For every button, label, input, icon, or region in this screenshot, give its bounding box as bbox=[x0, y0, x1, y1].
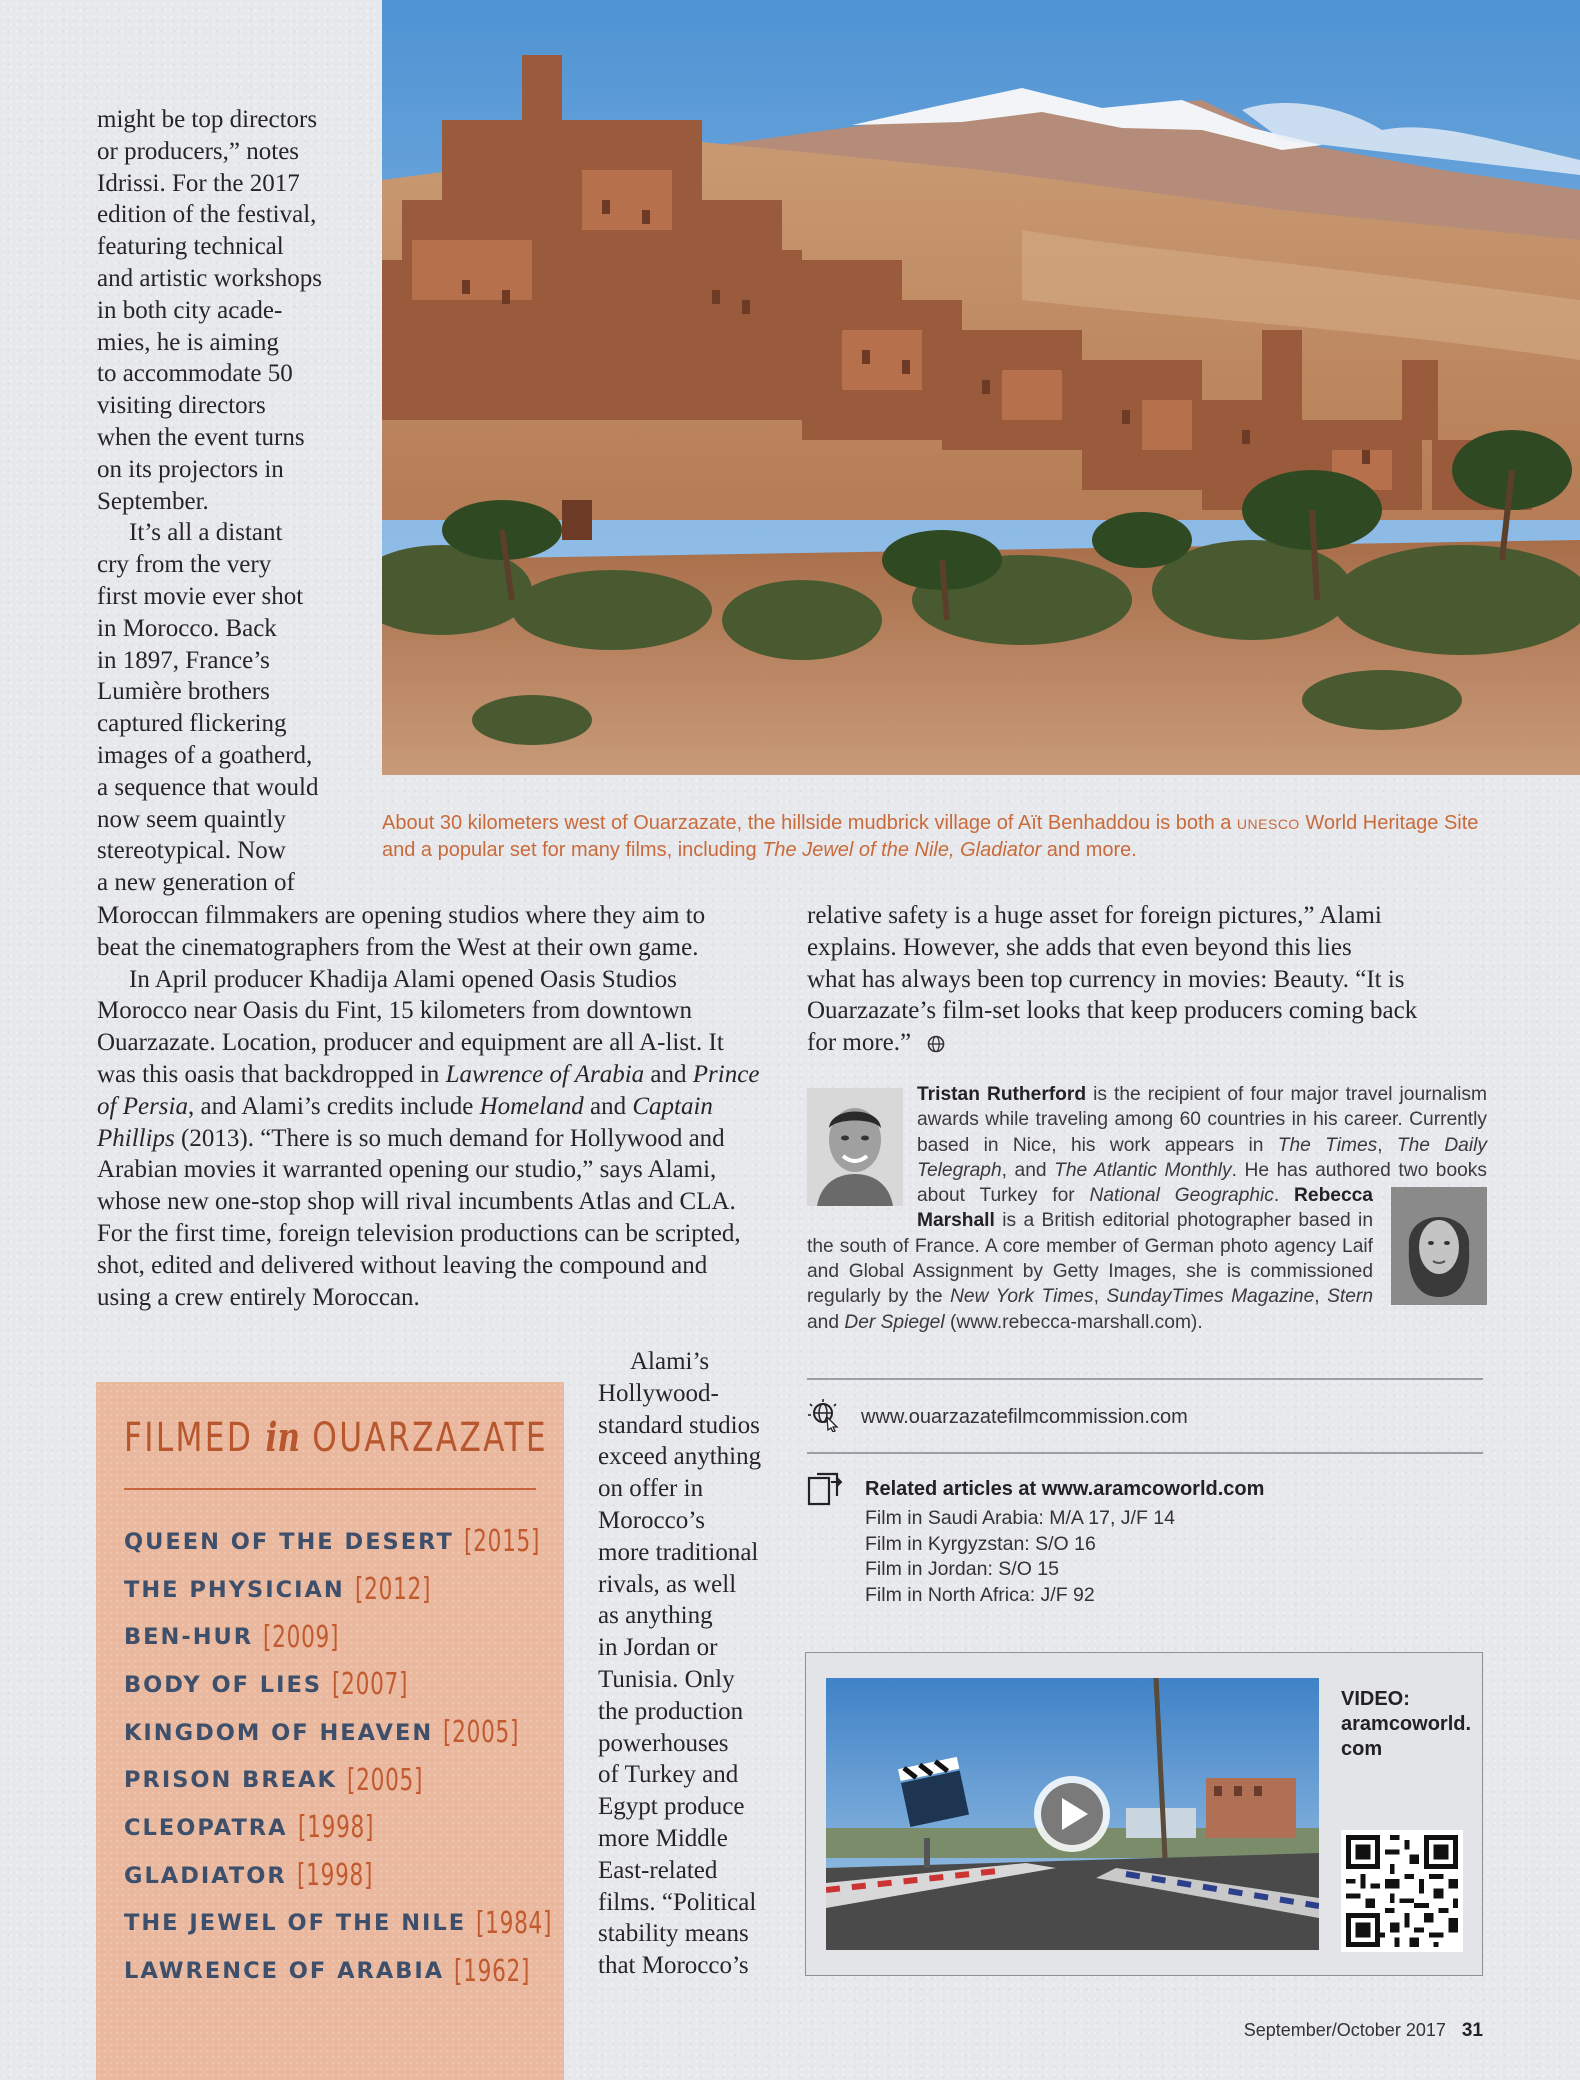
divider bbox=[807, 1452, 1483, 1454]
film-title: Prince of Persia bbox=[97, 1060, 760, 1120]
film-name: GLADIATOR bbox=[124, 1862, 287, 1889]
film-name: CLEOPATRA bbox=[124, 1814, 288, 1841]
text-line: It’s all a distant bbox=[129, 519, 283, 547]
text-line: when the event turns bbox=[97, 423, 305, 451]
contributor-bios bbox=[807, 1082, 1487, 1335]
caption-unesco: UNESCO bbox=[1236, 816, 1300, 832]
text-line: cry from the very bbox=[97, 551, 272, 579]
related-articles-icon bbox=[807, 1472, 845, 1510]
text-line: more Middle bbox=[598, 1824, 728, 1852]
bio-text: is the recipient of four major travel journalism awards while traveling among 60 countries in his career. Currently based in Nice, his work appears in bbox=[917, 1084, 1487, 1156]
film-year: [2009] bbox=[263, 1619, 340, 1655]
text-line: Alami’s bbox=[630, 1348, 710, 1375]
text-line: a new generation of bbox=[97, 869, 295, 897]
film-year: [2012] bbox=[354, 1572, 431, 1608]
related-article-item[interactable]: Film in North Africa: J/F 92 bbox=[865, 1584, 1095, 1607]
tristan-rutherford-portrait bbox=[807, 1088, 903, 1206]
text-line: on its projectors in bbox=[97, 455, 284, 483]
film-year: [2007] bbox=[332, 1667, 409, 1703]
film-year: [1998] bbox=[297, 1810, 374, 1846]
publication: SundayTimes Magazine bbox=[1106, 1286, 1315, 1308]
text-line: mies, he is aiming bbox=[97, 328, 279, 356]
text-line: images of a goatherd, bbox=[97, 741, 313, 769]
text-line: edition of the festival, bbox=[97, 201, 317, 229]
film-list-item bbox=[124, 1947, 582, 1995]
text-line: in 1897, France’s bbox=[97, 646, 270, 674]
film-list-item bbox=[124, 1709, 582, 1757]
text-line: stability means bbox=[598, 1920, 749, 1948]
related-article-item[interactable]: Film in Jordan: S/O 15 bbox=[865, 1558, 1059, 1581]
text-run: and bbox=[583, 1092, 633, 1120]
video-box bbox=[805, 1652, 1483, 1976]
photo-caption bbox=[382, 810, 1492, 863]
film-name: QUEEN OF THE DESERT bbox=[124, 1528, 454, 1555]
film-title: Lawrence of Arabia bbox=[445, 1060, 645, 1088]
issue-date: September/October 2017 bbox=[1243, 2020, 1446, 2040]
text-line: powerhouses bbox=[598, 1729, 729, 1757]
bio-text: , bbox=[1314, 1286, 1328, 1308]
text-line: to accommodate 50 bbox=[97, 360, 293, 388]
video-label-line: VIDEO: bbox=[1341, 1688, 1410, 1710]
text-line: East-related bbox=[598, 1856, 718, 1884]
text-line: what has always been top currency in movies: Beauty. “It is bbox=[807, 965, 1405, 993]
film-list-item bbox=[124, 1852, 582, 1900]
film-name: LAWRENCE OF ARABIA bbox=[124, 1958, 445, 1985]
text-line: Egypt produce bbox=[598, 1793, 745, 1821]
bio-text: , bbox=[1377, 1134, 1397, 1156]
text-line: might be top directors bbox=[97, 106, 318, 133]
end-mark-globe-icon bbox=[927, 1030, 945, 1062]
text-line: Morocco’s bbox=[598, 1506, 705, 1534]
page-number: 31 bbox=[1461, 2020, 1483, 2041]
film-year: [1962] bbox=[454, 1953, 531, 1989]
paragraph-3 bbox=[97, 964, 767, 1314]
text-run: In April producer Khadija Alami opened Oasis Studios Morocco near Oasis du Fint, 15 kilometers from downtown Ouarzazate. Location, producer and equipment are all A-list. It was this oasis that backdropped in bbox=[97, 965, 724, 1088]
bio-text: is a British editorial photographer based in the south of France. A core member of German photo agency Laif and Global Assignment by Getty Images, she is commissioned regularly by the bbox=[807, 1210, 1373, 1308]
video-thumbnail[interactable] bbox=[826, 1678, 1319, 1950]
text-line: films. “Political bbox=[598, 1888, 757, 1916]
caption-film-title: Gladiator bbox=[960, 839, 1042, 861]
publication: Stern bbox=[1327, 1286, 1373, 1308]
text-line: Tunisia. Only bbox=[598, 1665, 735, 1693]
publication: The Atlantic Monthly bbox=[1054, 1159, 1232, 1181]
text-line: on offer in bbox=[598, 1475, 704, 1503]
paragraph-1 bbox=[97, 104, 357, 517]
text-line: as anything bbox=[598, 1602, 713, 1630]
text-line: first movie ever shot bbox=[97, 582, 304, 610]
text-line: exceed anything bbox=[598, 1443, 762, 1471]
text-line: more traditional bbox=[598, 1538, 759, 1566]
film-list-item bbox=[124, 1566, 582, 1614]
text-line: the production bbox=[598, 1697, 744, 1725]
film-year: [1998] bbox=[296, 1858, 373, 1894]
film-name: BEN-HUR bbox=[124, 1624, 254, 1651]
hero-photo-ait-benhaddou bbox=[382, 0, 1580, 775]
text-line: stereotypical. Now bbox=[97, 837, 286, 865]
title-word: OUARZAZATE bbox=[312, 1415, 548, 1461]
film-name: THE PHYSICIAN bbox=[124, 1576, 345, 1603]
title-word-in: in bbox=[265, 1414, 301, 1461]
video-label-line: aramcoworld. bbox=[1341, 1713, 1472, 1735]
caption-text: World Heritage Site and a popular set for many films, including bbox=[382, 812, 1479, 861]
bio-text: , bbox=[1093, 1286, 1107, 1308]
film-list-item bbox=[124, 1900, 582, 1948]
publication: National Geographic bbox=[1089, 1185, 1274, 1207]
filmed-box-title bbox=[124, 1414, 548, 1461]
qr-code[interactable] bbox=[1341, 1830, 1463, 1952]
text-line: Ouarzazate’s film-set looks that keep producers coming back bbox=[807, 997, 1418, 1025]
text-run: for more.” bbox=[807, 1029, 912, 1057]
text-line: now seem quaintly bbox=[97, 805, 286, 833]
filmed-box-divider bbox=[124, 1488, 536, 1490]
film-title: Captain Phillips bbox=[97, 1092, 713, 1152]
publication: The Daily Telegraph bbox=[917, 1134, 1487, 1181]
text-run: , and Alami’s credits include bbox=[187, 1092, 480, 1120]
text-line: Moroccan filmmakers are opening studios where they aim to bbox=[97, 902, 706, 929]
text-run: (2013). “There is so much demand for Hollywood and Arabian movies it warranted opening our studio,” says Alami, whose new one-stop shop will rival incumbents Atlas and CLA. For the first time, foreign television productions can be scripted, shot, edited and delivered without leaving the compound and using a crew entirely Moroccan. bbox=[97, 1124, 741, 1311]
bio-text: , and bbox=[1001, 1159, 1055, 1181]
bio-name: Tristan Rutherford bbox=[917, 1084, 1087, 1105]
text-line: Lumière brothers bbox=[97, 678, 270, 706]
bio-text: . He has authored two books about Turkey for bbox=[917, 1159, 1487, 1207]
film-list-item bbox=[124, 1518, 582, 1566]
related-articles-heading[interactable]: Related articles at www.aramcoworld.com bbox=[865, 1478, 1265, 1500]
film-list bbox=[124, 1518, 582, 1995]
filmed-in-ouarzazate-box bbox=[96, 1382, 564, 2080]
text-line: Idrissi. For the 2017 bbox=[97, 169, 300, 197]
film-year: [2005] bbox=[346, 1762, 424, 1798]
caption-text: About 30 kilometers west of Ouarzazate, the hillside mudbrick village of Aït Benhaddou is both a bbox=[382, 812, 1237, 834]
article-column-narrow bbox=[598, 1346, 783, 1982]
text-line: captured flickering bbox=[97, 710, 287, 738]
text-line: rivals, as well bbox=[598, 1570, 737, 1598]
video-label-line: com bbox=[1341, 1738, 1383, 1760]
publication: The Times bbox=[1277, 1134, 1378, 1156]
film-name: THE JEWEL OF THE NILE bbox=[124, 1910, 467, 1937]
text-line: a sequence that would bbox=[97, 773, 319, 801]
text-line: Hollywood- bbox=[598, 1379, 719, 1407]
globe-cursor-icon bbox=[807, 1398, 843, 1436]
text-line: standard studios bbox=[598, 1411, 760, 1439]
publication: New York Times bbox=[950, 1286, 1094, 1308]
article-column-left-narrow bbox=[97, 104, 357, 899]
bio-name: Rebecca Marshall bbox=[917, 1185, 1373, 1232]
text-run: and bbox=[644, 1060, 693, 1088]
text-line: that Morocco’s bbox=[598, 1952, 749, 1980]
text-line: and artistic workshops bbox=[97, 264, 322, 292]
film-list-item bbox=[124, 1804, 582, 1852]
film-name: KINGDOM OF HEAVEN bbox=[124, 1719, 434, 1746]
text-line: September. bbox=[97, 487, 209, 515]
film-title: Homeland bbox=[479, 1092, 584, 1120]
film-list-item bbox=[124, 1661, 582, 1709]
caption-separator: , bbox=[948, 839, 961, 861]
divider bbox=[807, 1378, 1483, 1380]
caption-film-title: The Jewel of the Nile bbox=[762, 839, 949, 861]
related-articles-list bbox=[865, 1506, 1175, 1609]
film-name: PRISON BREAK bbox=[124, 1767, 337, 1794]
text-line: in both city acade- bbox=[97, 296, 283, 324]
video-label[interactable] bbox=[1341, 1687, 1471, 1762]
film-year: [2015] bbox=[463, 1524, 540, 1560]
film-list-item bbox=[124, 1613, 582, 1661]
page-footer bbox=[1244, 2020, 1483, 2042]
text-line bbox=[807, 1027, 1487, 1062]
film-name: BODY OF LIES bbox=[124, 1671, 323, 1698]
web-link-row[interactable] bbox=[807, 1398, 1188, 1436]
text-line: in Jordan or bbox=[598, 1634, 718, 1662]
text-line: relative safety is a huge asset for foreign pictures,” Alami bbox=[807, 902, 1382, 929]
paragraph-2 bbox=[97, 517, 357, 899]
bio-text: (www.rebecca-marshall.com). bbox=[944, 1311, 1203, 1333]
bio-text: and bbox=[807, 1311, 845, 1333]
text-line: explains. However, she adds that even beyond this lies bbox=[807, 933, 1352, 961]
text-line: visiting directors bbox=[97, 392, 266, 420]
related-article-item[interactable]: Film in Saudi Arabia: M/A 17, J/F 14 bbox=[865, 1507, 1175, 1529]
film-list-item bbox=[124, 1756, 582, 1804]
text-line: in Morocco. Back bbox=[97, 614, 277, 642]
article-column-right bbox=[807, 900, 1487, 1062]
text-line: of Turkey and bbox=[598, 1761, 739, 1789]
bio-text: . bbox=[1273, 1185, 1295, 1207]
text-line: beat the cinematographers from the West at their own game. bbox=[97, 933, 699, 961]
rebecca-marshall-portrait bbox=[1391, 1187, 1487, 1305]
film-year: [1984] bbox=[476, 1905, 553, 1941]
article-column-left-wide bbox=[97, 900, 767, 1313]
film-year: [2005] bbox=[443, 1715, 520, 1751]
publication: Der Spiegel bbox=[844, 1311, 945, 1333]
related-article-item[interactable]: Film in Kyrgyzstan: S/O 16 bbox=[865, 1532, 1096, 1555]
text-line: or producers,” notes bbox=[97, 137, 300, 165]
title-word: FILMED bbox=[124, 1415, 254, 1461]
film-commission-link[interactable]: www.ouarzazatefilmcommission.com bbox=[861, 1405, 1188, 1428]
caption-text: and more. bbox=[1041, 839, 1137, 861]
text-line: featuring technical bbox=[97, 233, 284, 261]
